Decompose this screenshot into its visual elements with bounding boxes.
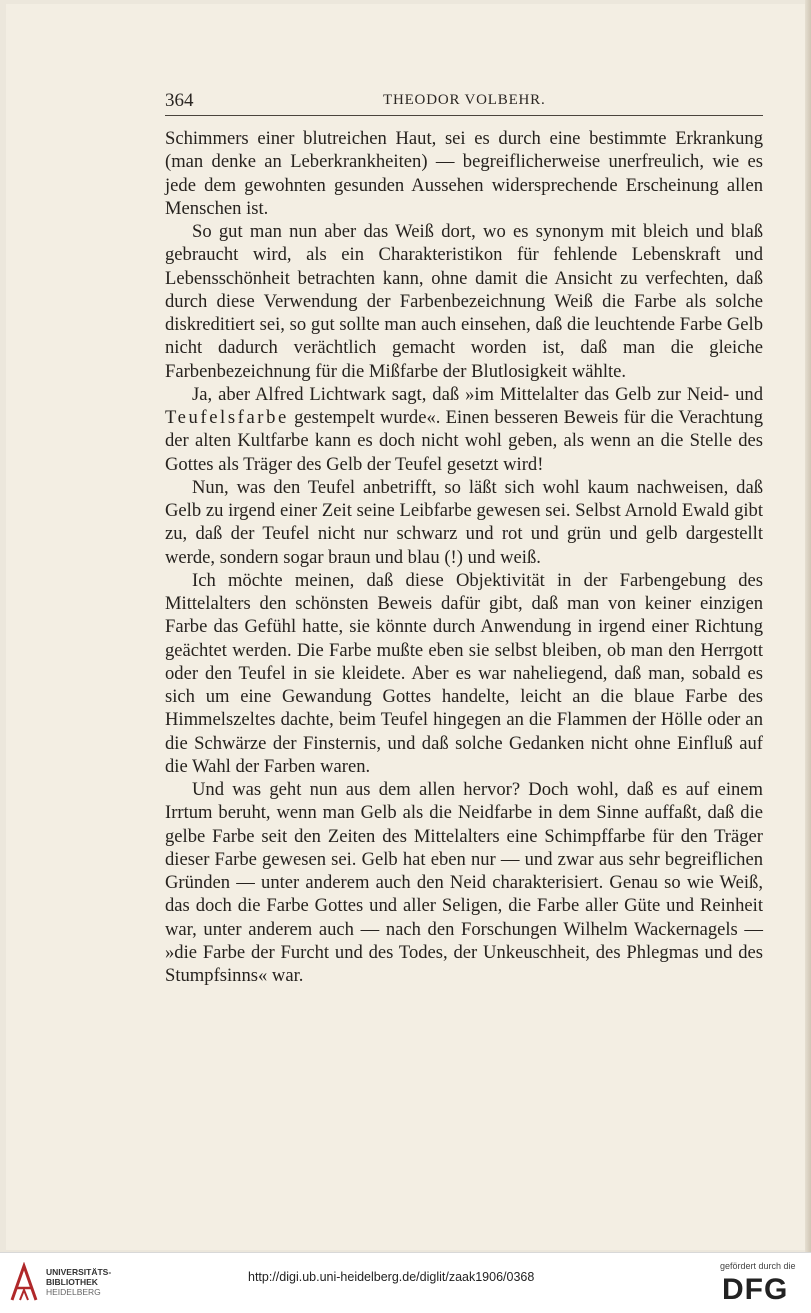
university-library-logo-icon — [8, 1262, 40, 1304]
running-title: THEODOR VOLBEHR. — [383, 92, 546, 108]
library-line-1: UNIVERSITÄTS- — [46, 1267, 112, 1277]
dfg-logo: DFG — [722, 1273, 789, 1306]
library-line-3: HEIDELBERG — [46, 1287, 101, 1297]
spaced-term: Teufelsfarbe — [165, 407, 289, 428]
funded-by-label: gefördert durch die — [720, 1261, 796, 1271]
paragraph-3-part-a: Ja, aber Alfred Lichtwark sagt, daß »im Mittelalter das Gelb zur Neid- und — [192, 383, 763, 405]
paragraph-3-part-b: gestempelt wurde«. Einen besseren Beweis für die Verachtung der alten Kultfarbe kann es doch nicht wohl geben, als wenn an die Stelle des Gottes als Träger des Gelb der Teufel gesetzt wird! — [165, 407, 763, 475]
paragraph-4: Nun, was den Teufel anbetrifft, so läßt sich wohl kaum nachweisen, daß Gelb zu irgend einer Zeit seine Leibfarbe gewesen sei. Selbst Arnold Ewald gibt zu, daß der Teufel nicht nur schwarz und rot und grün und gelb dargestellt werde, sondern sogar braun und blau (!) und weiß. — [165, 476, 763, 568]
header-rule — [165, 115, 763, 116]
running-head — [165, 88, 765, 114]
page-edge — [805, 0, 811, 1252]
paragraph-2: So gut man nun aber das Weiß dort, wo es synonym mit bleich und blaß gebraucht wird, als ein Charakteristikon für fehlende Lebenskraft und Lebensschönheit betrachten kann, ohne damit die Ansicht zu verfechten, daß durch diese Verwendung der Farbenbezeichnung Weiß die Farbe als solche diskreditiert sei, so gut sollte man auch einsehen, daß die leuchtende Farbe Gelb nicht dadurch verächtlich gemacht worden ist, daß man die gleiche Farbenbezeichnung für die Mißfarbe der Blutlosigkeit wählte. — [165, 221, 763, 382]
permalink[interactable]: http://digi.ub.uni-heidelberg.de/diglit/zaak1906/0368 — [248, 1270, 535, 1284]
library-line-2: BIBLIOTHEK — [46, 1277, 98, 1287]
page-number: 364 — [165, 90, 194, 111]
paragraph-3 — [165, 383, 763, 476]
paragraph-5: Ich möchte meinen, daß diese Objektivität in der Farbengebung des Mittelalters den schönsten Beweis dafür gibt, daß man von keiner einzigen Farbe das Gefühl hatte, sie könnte durch Anwendung in irgend einer Richtung geächtet werden. Die Farbe mußte eben sie selbst bleiben, ob man den Herrgott oder den Teufel in sie kleidete. Aber es war naheliegend, daß man, sobald es sich um eine Gewandung Gottes handelte, leicht an die blaue Farbe des Himmelszeltes dachte, beim Teufel hingegen an die Flammen der Hölle oder an die Schwärze der Finsternis, und daß solche Gedanken nicht ohne Einfluß auf die Wahl der Farben waren. — [165, 569, 763, 777]
library-name — [46, 1267, 111, 1297]
viewer-footer — [0, 1252, 811, 1313]
paragraph-6: Und was geht nun aus dem allen hervor? Doch wohl, daß es auf einem Irrtum beruht, wenn man Gelb als die Neidfarbe in dem Sinne auffaßt, daß die gelbe Farbe seit den Zeiten des Mittelalters eine Schimpffarbe für den Träger dieser Farbe gewesen sei. Gelb hat eben nur — und zwar aus sehr begreiflichen Gründen — unter anderem auch den Neid charakterisiert. Genau so wie Weiß, das doch die Farbe Gottes und aller Seligen, die Farbe aller Güte und Reinheit war, unter anderem auch — nach den Forschungen Wilhelm Wackernagels — »die Farbe der Furcht und des Todes, der Unkeuschheit, des Phlegmas und des Stumpfsinns« war. — [165, 779, 763, 986]
body-text — [165, 127, 763, 987]
paragraph-1: Schimmers einer blutreichen Haut, sei es durch eine bestimmte Erkrankung (man denke an Leberkrankheiten) — begreiflicherweise unerfreulich, wie es jede dem gewohnten gesunden Aussehen widersprechende Erscheinung allen Menschen ist. — [165, 128, 763, 219]
